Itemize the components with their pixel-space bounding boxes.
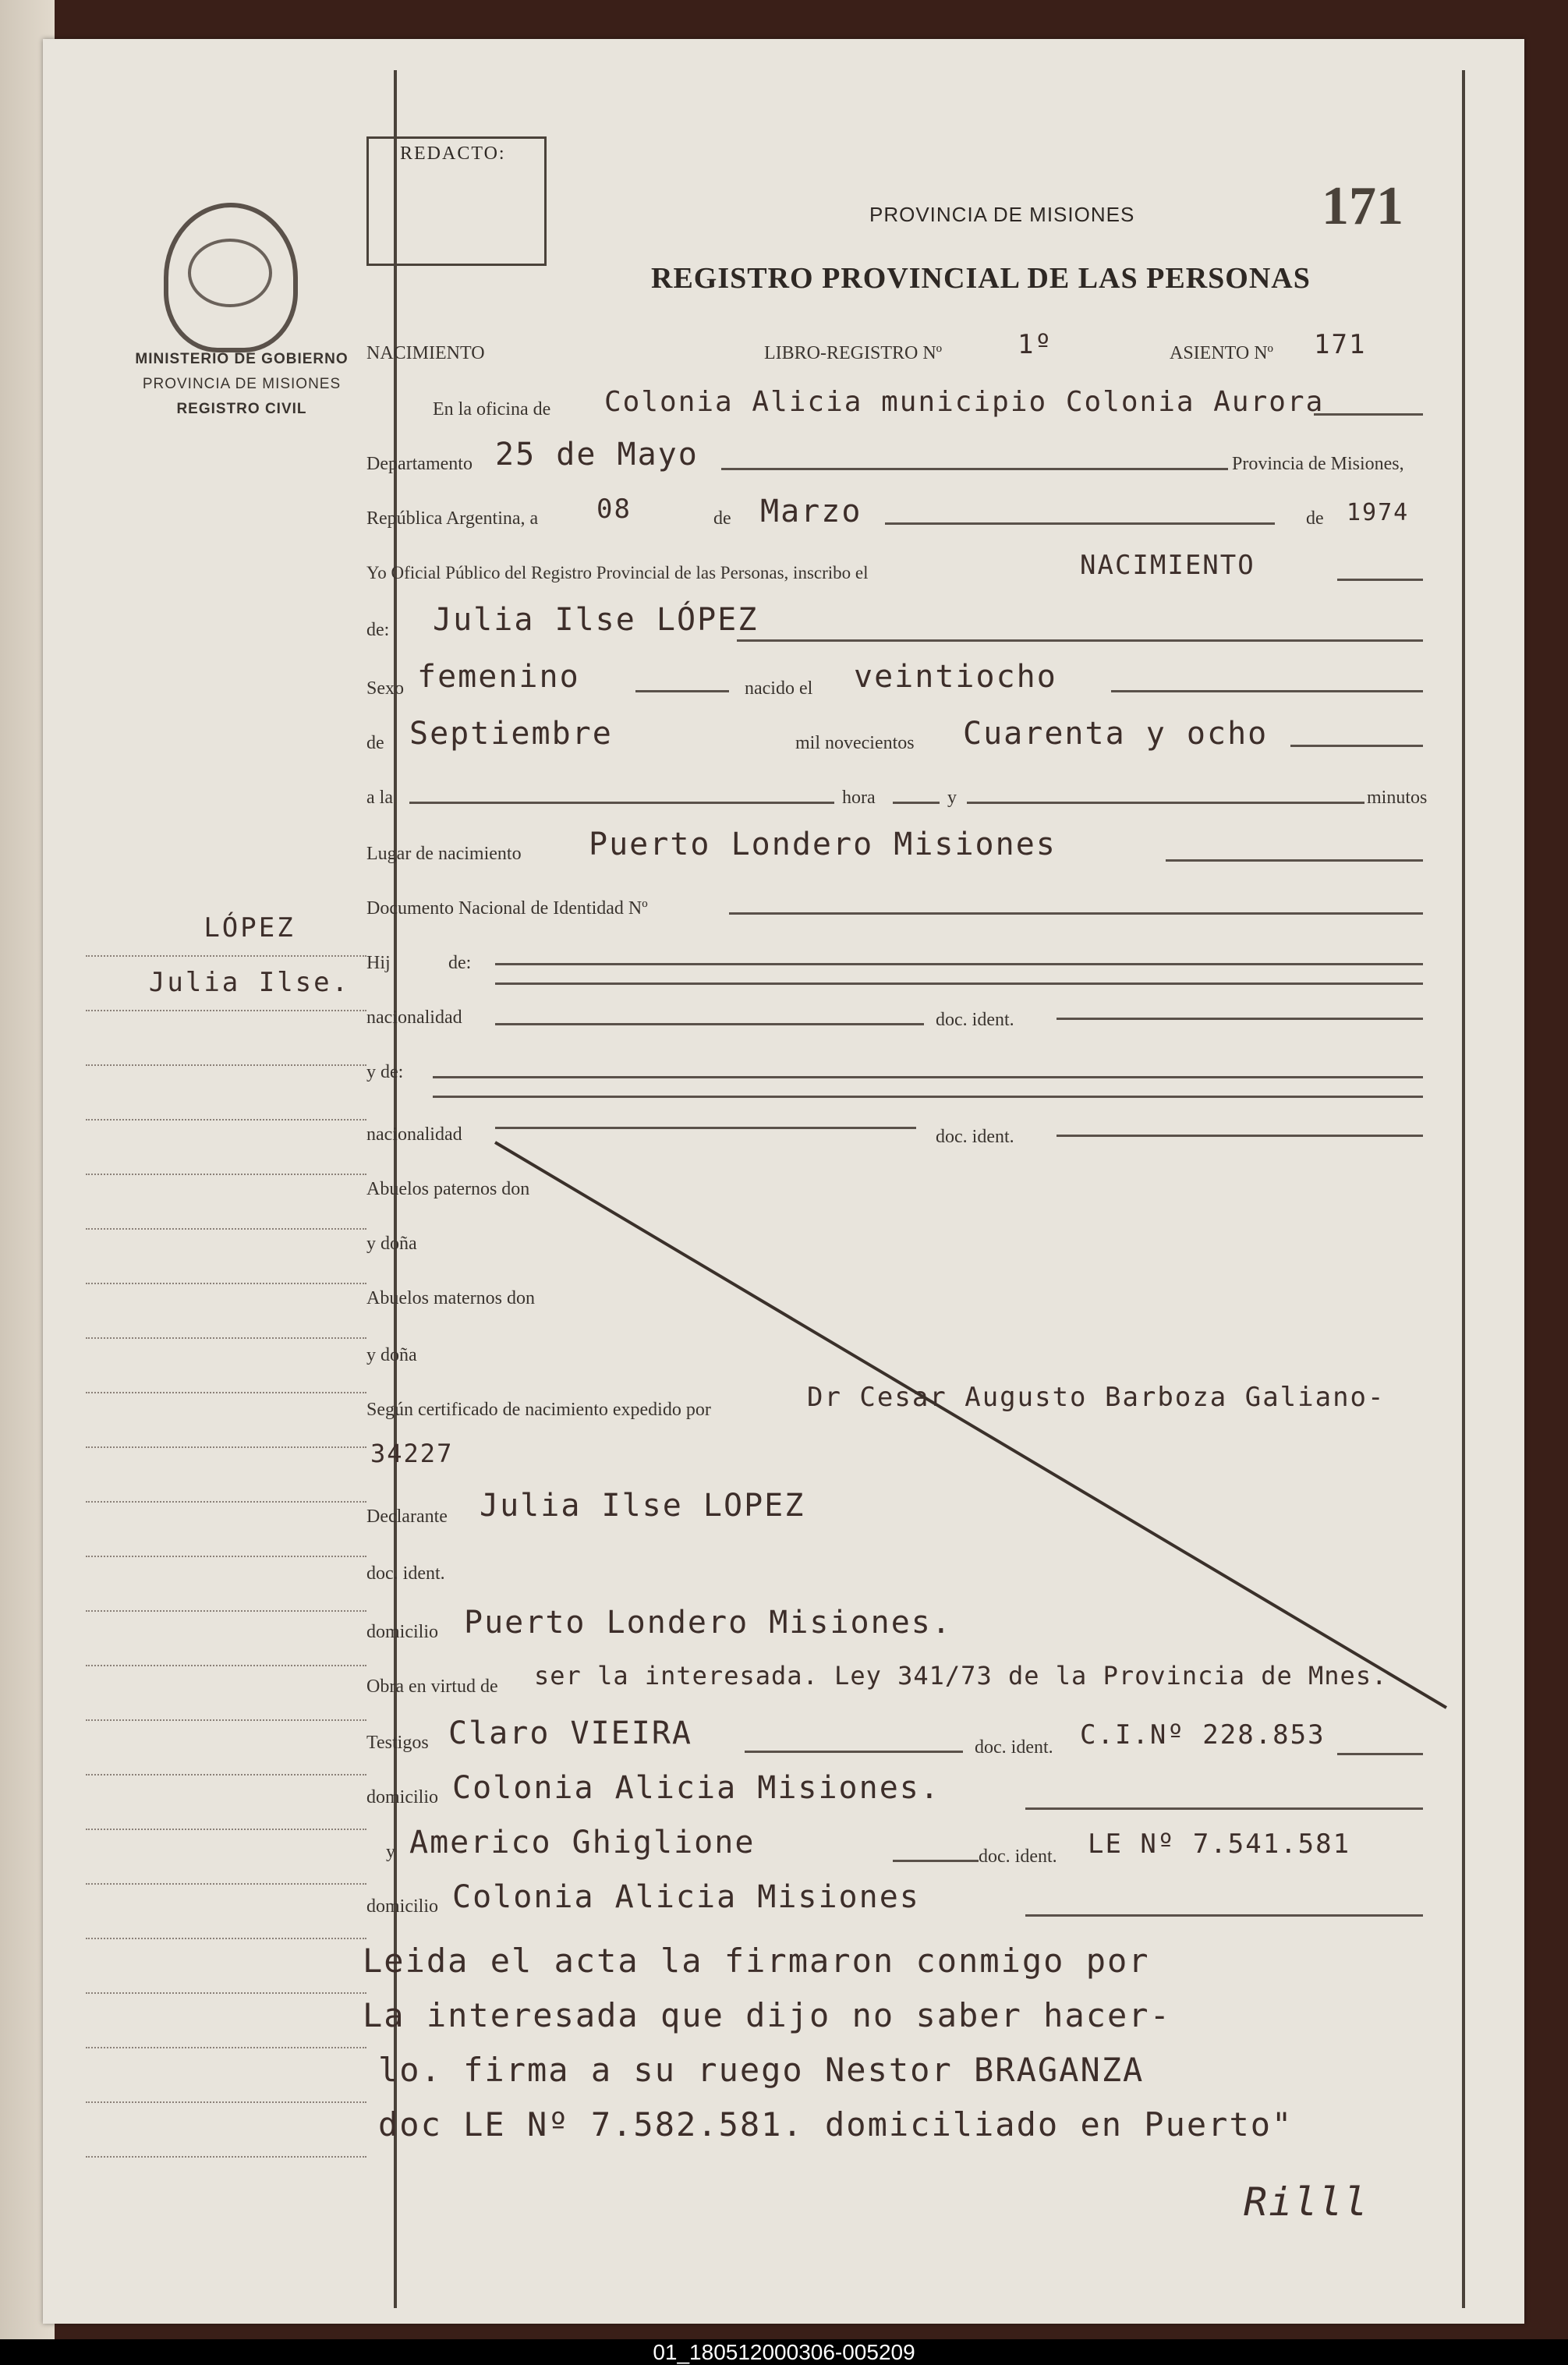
- de-label: de: [713, 508, 731, 529]
- registry-title: REGISTRO PROVINCIAL DE LAS PERSONAS: [651, 262, 1311, 295]
- margin-province: PROVINCIA DE MISIONES: [142, 376, 342, 392]
- hij-de-label: de:: [448, 953, 472, 973]
- nacionalidad2-label: nacionalidad: [366, 1124, 462, 1145]
- nacido-value: veintiocho: [854, 659, 1057, 695]
- testigo1-doc-value: C.I.Nº 228.853: [1080, 1719, 1326, 1751]
- testigo1-dom-value: Colonia Alicia Misiones.: [452, 1770, 940, 1806]
- margin-given-name: Julia Ilse.: [148, 967, 351, 998]
- lugar-value: Puerto Londero Misiones: [589, 827, 1057, 862]
- nombre-value: Julia Ilse LÓPEZ: [433, 602, 759, 638]
- de-name-label: de:: [366, 620, 390, 640]
- domicilio-label: domicilio: [366, 1622, 438, 1642]
- mes-nac-label: de: [366, 733, 384, 753]
- testigo2-doc-value: LE Nº 7.541.581: [1088, 1829, 1351, 1860]
- mes-value: Marzo: [760, 494, 862, 529]
- oficina-label: En la oficina de: [433, 399, 551, 420]
- y-dona2-label: y doña: [366, 1345, 417, 1365]
- cert-num-value: 34227: [370, 1439, 454, 1468]
- declarante-label: Declarante: [366, 1506, 448, 1527]
- certificado-value: Dr Cesar Augusto Barboza Galiano-: [807, 1382, 1386, 1413]
- a-la-label: a la: [366, 788, 393, 808]
- doc-ident2-label: doc. ident.: [936, 1127, 1014, 1147]
- nacionalidad-label: nacionalidad: [366, 1007, 462, 1028]
- redacto-label: REDACTO:: [400, 143, 506, 164]
- acto-value: NACIMIENTO: [1080, 550, 1255, 581]
- testigo1-value: Claro VIEIRA: [448, 1715, 692, 1751]
- anio-value: 1974: [1347, 499, 1410, 526]
- testigos-label: Testigos: [366, 1733, 429, 1753]
- doc-ident3-label: doc. ident.: [366, 1563, 445, 1584]
- abuelos-mat-label: Abuelos maternos don: [366, 1288, 535, 1308]
- obra-value: ser la interesada. Ley 341/73 de la Provincia de Mnes.: [534, 1661, 1388, 1691]
- register-page: [43, 39, 1524, 2324]
- domicilio3-label: domicilio: [366, 1896, 438, 1917]
- domicilio-value: Puerto Londero Misiones.: [464, 1605, 952, 1641]
- sexo-label: Sexo: [366, 678, 404, 699]
- yo-oficial-label: Yo Oficial Público del Registro Provincial de las Personas, inscribo el: [366, 563, 869, 582]
- provincia-label: Provincia de Misiones,: [1232, 454, 1404, 474]
- nota-line-2: La interesada que dijo no saber hacer-: [363, 1996, 1171, 2034]
- mil-label: mil novecientos: [795, 733, 915, 753]
- mes-nac-value: Septiembre: [409, 716, 613, 752]
- y2-label: y: [386, 1842, 395, 1862]
- y-de-label: y de:: [366, 1062, 404, 1082]
- nacimiento-label: NACIMIENTO: [366, 343, 485, 363]
- doc-ident-label: doc. ident.: [936, 1010, 1014, 1030]
- image-id-bar: [0, 2339, 1568, 2365]
- nota-line-1: Leida el acta la firmaron conmigo por: [363, 1942, 1150, 1980]
- testigo2-dom-value: Colonia Alicia Misiones: [452, 1879, 920, 1915]
- lugar-label: Lugar de nacimiento: [366, 844, 522, 864]
- declarante-value: Julia Ilse LOPEZ: [480, 1488, 805, 1524]
- nacido-label: nacido el: [745, 678, 813, 699]
- nota-line-4: doc LE Nº 7.582.581. domiciliado en Puerto": [378, 2105, 1294, 2144]
- year-de-label: de: [1306, 508, 1324, 529]
- testigo2-value: Americo Ghiglione: [409, 1825, 756, 1860]
- oficina-value: Colonia Alicia municipio Colonia Aurora: [604, 386, 1325, 418]
- departamento-label: Departamento: [366, 454, 473, 474]
- doc-ident4-label: doc. ident.: [975, 1737, 1053, 1758]
- y-dona-label: y doña: [366, 1234, 417, 1254]
- folio-number: 171: [1322, 176, 1403, 236]
- anio-nac-value: Cuarenta y ocho: [963, 716, 1269, 752]
- departamento-value: 25 de Mayo: [495, 437, 699, 473]
- abuelos-pat-label: Abuelos paternos don: [366, 1179, 530, 1199]
- segun-label: Según certificado de nacimiento expedido por: [366, 1400, 711, 1420]
- obra-label: Obra en virtud de: [366, 1676, 498, 1697]
- image-id: 01_180512000306-005209: [653, 2340, 915, 2364]
- dni-label: Documento Nacional de Identidad Nº: [366, 898, 648, 919]
- hora-label: hora: [842, 788, 876, 808]
- asiento-label: ASIENTO Nº: [1170, 343, 1273, 363]
- cancel-diagonal-line: [43, 39, 1524, 2324]
- libro-value: 1º: [1018, 329, 1053, 360]
- minutos-label: minutos: [1367, 788, 1428, 808]
- asiento-value: 171: [1314, 329, 1367, 360]
- nota-line-3: lo. firma a su ruego Nestor BRAGANZA: [378, 2051, 1145, 2089]
- header-province: PROVINCIA DE MISIONES: [869, 203, 1135, 226]
- hij-label: Hij: [366, 953, 391, 973]
- ministry-name: MINISTERIO DE GOBIERNO: [135, 351, 349, 367]
- doc-ident5-label: doc. ident.: [979, 1846, 1057, 1867]
- libro-label: LIBRO-REGISTRO Nº: [764, 343, 943, 363]
- civil-registry: REGISTRO CIVIL: [176, 401, 307, 417]
- republica-label: República Argentina, a: [366, 508, 539, 529]
- y-label: y: [947, 788, 957, 808]
- sexo-value: femenino: [417, 659, 580, 695]
- dia-value: 08: [596, 494, 632, 525]
- signature: Rilll: [1244, 2179, 1369, 2225]
- margin-surname: LÓPEZ: [204, 912, 296, 944]
- domicilio2-label: domicilio: [366, 1787, 438, 1807]
